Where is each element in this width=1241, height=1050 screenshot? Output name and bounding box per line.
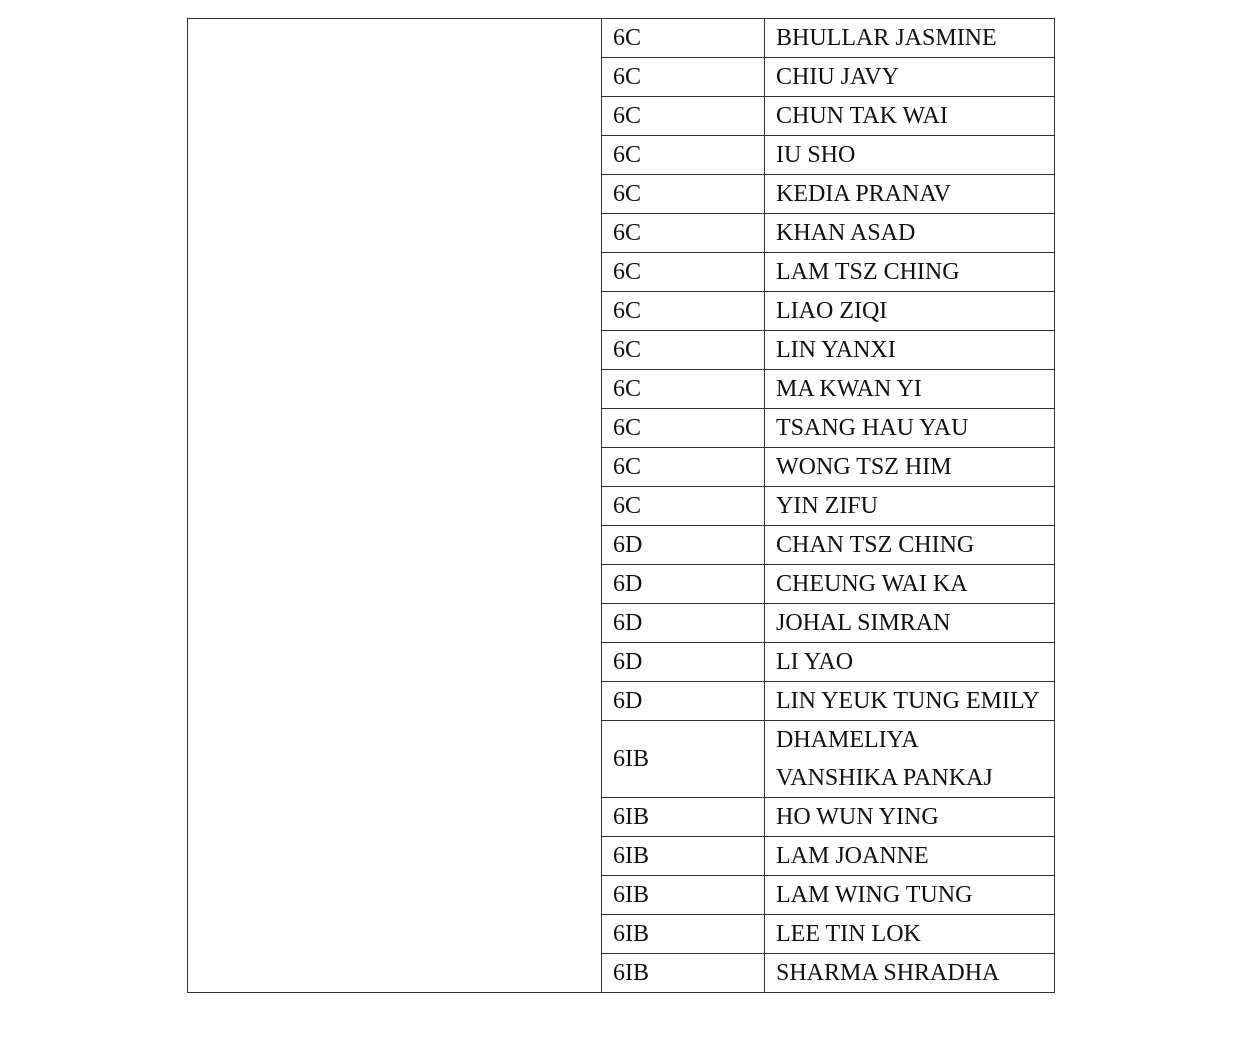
merged-empty-cell <box>188 19 602 993</box>
student-name-cell: LAM TSZ CHING <box>765 253 1055 292</box>
class-cell: 6C <box>602 292 765 331</box>
student-name-cell: LEE TIN LOK <box>765 915 1055 954</box>
class-cell: 6IB <box>602 876 765 915</box>
roster-body <box>188 19 1055 993</box>
student-name-cell: IU SHO <box>765 136 1055 175</box>
class-cell: 6C <box>602 136 765 175</box>
student-name-cell: LIAO ZIQI <box>765 292 1055 331</box>
student-name-cell: CHEUNG WAI KA <box>765 565 1055 604</box>
student-name-cell: LAM WING TUNG <box>765 876 1055 915</box>
student-name-cell: TSANG HAU YAU <box>765 409 1055 448</box>
class-cell: 6C <box>602 370 765 409</box>
class-cell: 6C <box>602 58 765 97</box>
student-name-cell: KEDIA PRANAV <box>765 175 1055 214</box>
student-name-cell: LIN YEUK TUNG EMILY <box>765 682 1055 721</box>
class-cell: 6C <box>602 409 765 448</box>
student-name-cell: YIN ZIFU <box>765 487 1055 526</box>
class-cell: 6IB <box>602 721 765 798</box>
class-cell: 6C <box>602 175 765 214</box>
class-cell: 6C <box>602 448 765 487</box>
student-name-cell: LAM JOANNE <box>765 837 1055 876</box>
class-cell: 6IB <box>602 837 765 876</box>
student-roster-table <box>187 18 1055 993</box>
class-cell: 6D <box>602 682 765 721</box>
student-name-cell: LIN YANXI <box>765 331 1055 370</box>
class-cell: 6C <box>602 487 765 526</box>
student-name-cell: HO WUN YING <box>765 798 1055 837</box>
student-name-cell: LI YAO <box>765 643 1055 682</box>
class-cell: 6IB <box>602 954 765 993</box>
student-name-cell: WONG TSZ HIM <box>765 448 1055 487</box>
student-name-cell: CHIU JAVY <box>765 58 1055 97</box>
student-name-cell: JOHAL SIMRAN <box>765 604 1055 643</box>
student-name-cell: DHAMELIYA VANSHIKA PANKAJ <box>765 721 1055 798</box>
class-cell: 6D <box>602 643 765 682</box>
class-cell: 6D <box>602 565 765 604</box>
class-cell: 6IB <box>602 915 765 954</box>
table-row <box>188 19 1055 58</box>
class-cell: 6C <box>602 331 765 370</box>
student-name-cell: CHUN TAK WAI <box>765 97 1055 136</box>
student-name-cell: SHARMA SHRADHA <box>765 954 1055 993</box>
student-name-cell: MA KWAN YI <box>765 370 1055 409</box>
class-cell: 6D <box>602 526 765 565</box>
class-cell: 6C <box>602 253 765 292</box>
student-name-cell: KHAN ASAD <box>765 214 1055 253</box>
student-name-cell: BHULLAR JASMINE <box>765 19 1055 58</box>
student-name-cell: CHAN TSZ CHING <box>765 526 1055 565</box>
class-cell: 6D <box>602 604 765 643</box>
class-cell: 6IB <box>602 798 765 837</box>
class-cell: 6C <box>602 19 765 58</box>
class-cell: 6C <box>602 214 765 253</box>
class-cell: 6C <box>602 97 765 136</box>
